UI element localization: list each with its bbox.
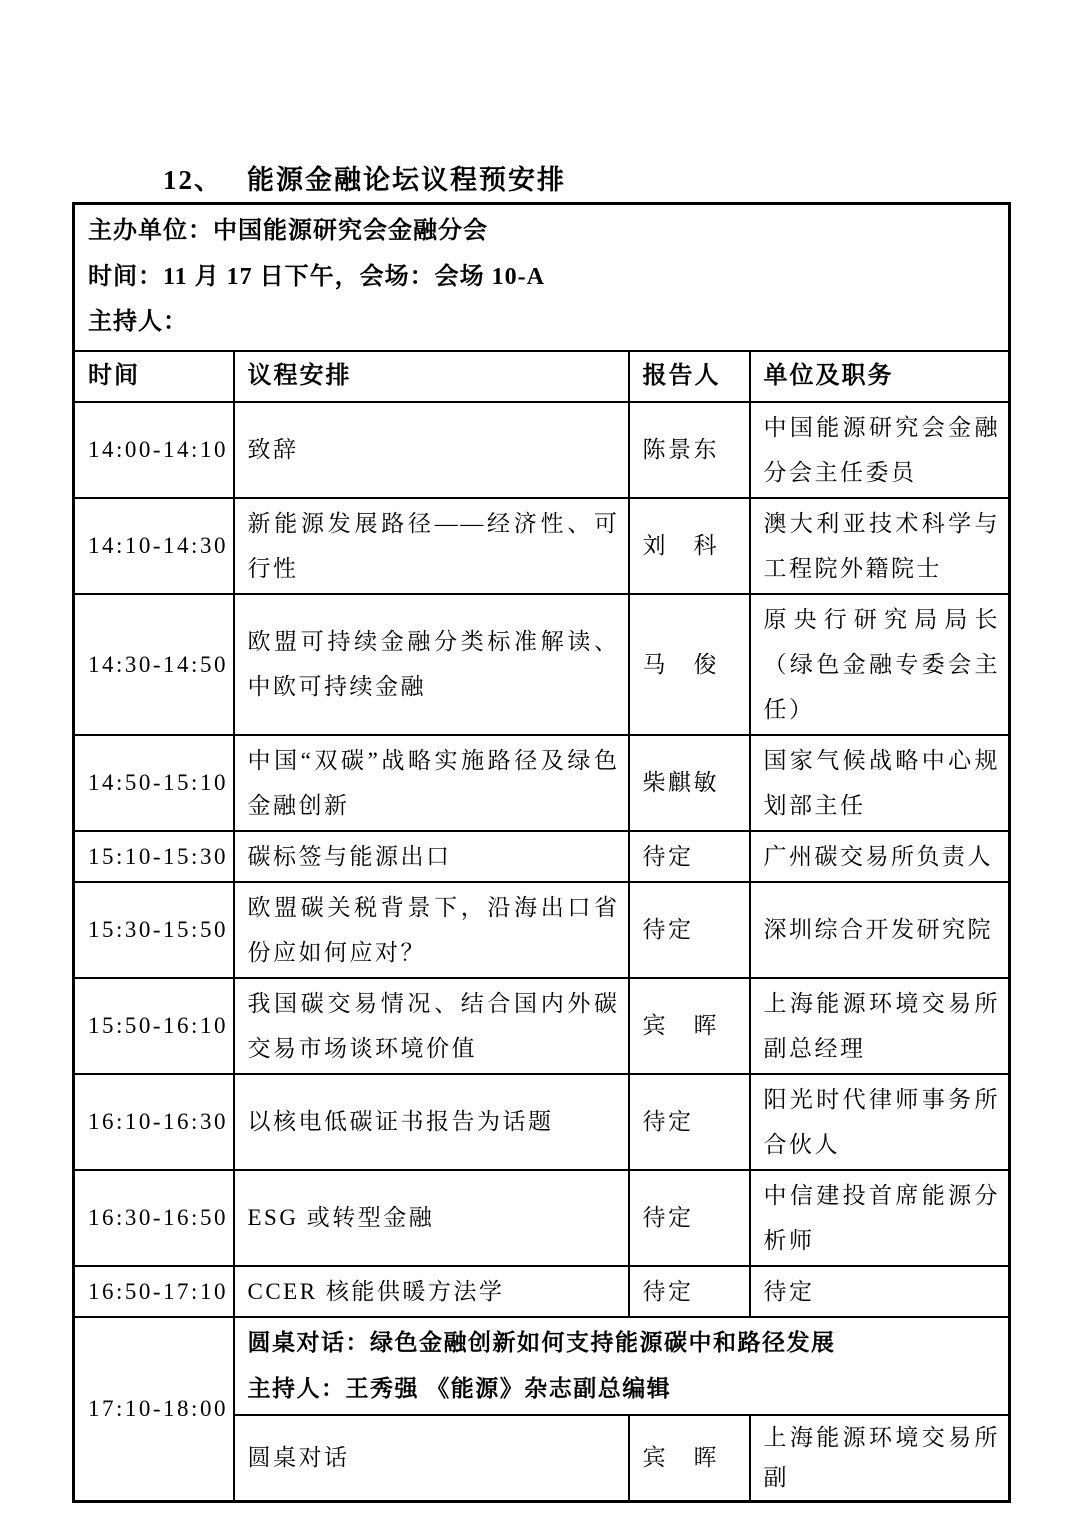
cell-agenda: 以核电低碳证书报告为话题 [234, 1074, 629, 1170]
roundtable-host: 主持人：王秀强 《能源》杂志副总编辑 [247, 1375, 672, 1401]
cell-org: 上海能源环境交易所副总经理 [750, 978, 1010, 1074]
header-org: 单位及职务 [750, 351, 1010, 402]
cell-org: 中国能源研究会金融分会主任委员 [750, 402, 1010, 498]
section-number: 12、 [163, 165, 223, 195]
time-venue-line: 时间：11 月 17 日下午，会场：会场 10-A [88, 263, 545, 290]
cell-agenda: 我国碳交易情况、结合国内外碳交易市场谈环境价值 [234, 978, 629, 1074]
cell-time: 14:50-15:10 [74, 735, 234, 831]
cell-speaker: 待定 [629, 1266, 750, 1317]
cell-speaker: 陈景东 [629, 402, 750, 498]
cell-speaker: 马 俊 [629, 594, 750, 735]
header-time: 时间 [74, 351, 234, 402]
cell-org: 待定 [750, 1266, 1010, 1317]
cell-agenda: CCER 核能供暖方法学 [234, 1266, 629, 1317]
cell-agenda: 欧盟碳关税背景下，沿海出口省份应如何应对？ [234, 882, 629, 978]
cell-time: 16:10-16:30 [74, 1074, 234, 1170]
cell-time: 14:00-14:10 [74, 402, 234, 498]
cell-org: 中信建投首席能源分析师 [750, 1170, 1010, 1266]
roundtable-panel [234, 1317, 1010, 1415]
cell-time: 17:10-18:00 [74, 1317, 234, 1502]
cell-speaker: 刘 科 [629, 498, 750, 594]
cell-speaker: 宾 晖 [629, 1415, 750, 1502]
roundtable-row [74, 1317, 1010, 1415]
table-row [74, 735, 1010, 831]
cell-speaker: 待定 [629, 1170, 750, 1266]
agenda-table [72, 202, 1011, 1503]
cell-org: 广州碳交易所负责人 [750, 831, 1010, 882]
table-row [74, 978, 1010, 1074]
meta-info-row [74, 204, 1010, 351]
roundtable-topic: 圆桌对话：绿色金融创新如何支持能源碳中和路径发展 [247, 1329, 836, 1355]
cell-speaker: 待定 [629, 831, 750, 882]
section-title: 能源金融论坛议程预安排 [247, 165, 566, 195]
cell-time: 15:50-16:10 [74, 978, 234, 1074]
table-row [74, 594, 1010, 735]
cell-speaker: 待定 [629, 1074, 750, 1170]
cell-agenda: 中国“双碳”战略实施路径及绿色金融创新 [234, 735, 629, 831]
cell-agenda: 致辞 [234, 402, 629, 498]
table-header-row [74, 351, 1010, 402]
cell-time: 15:10-15:30 [74, 831, 234, 882]
header-speaker: 报告人 [629, 351, 750, 402]
cell-time: 14:30-14:50 [74, 594, 234, 735]
table-row [74, 498, 1010, 594]
cell-time: 14:10-14:30 [74, 498, 234, 594]
page-title [163, 158, 566, 197]
cell-org: 原央行研究局局长（绿色金融专委会主任） [750, 594, 1010, 735]
table-row [74, 1266, 1010, 1317]
cell-speaker: 宾 晖 [629, 978, 750, 1074]
cell-org: 澳大利亚技术科学与工程院外籍院士 [750, 498, 1010, 594]
header-agenda: 议程安排 [234, 351, 629, 402]
cell-time: 16:50-17:10 [74, 1266, 234, 1317]
table-row [74, 882, 1010, 978]
host-line: 主持人： [88, 309, 188, 335]
cell-agenda: 圆桌对话 [234, 1415, 629, 1502]
cell-agenda: ESG 或转型金融 [234, 1170, 629, 1266]
cell-time: 15:30-15:50 [74, 882, 234, 978]
cell-org: 阳光时代律师事务所合伙人 [750, 1074, 1010, 1170]
cell-speaker: 柴麒敏 [629, 735, 750, 831]
cell-org: 深圳综合开发研究院 [750, 882, 1010, 978]
cell-time: 16:30-16:50 [74, 1170, 234, 1266]
cell-org: 国家气候战略中心规划部主任 [750, 735, 1010, 831]
cell-agenda: 欧盟可持续金融分类标准解读、中欧可持续金融 [234, 594, 629, 735]
table-row [74, 402, 1010, 498]
table-row [74, 1074, 1010, 1170]
cell-agenda: 碳标签与能源出口 [234, 831, 629, 882]
cell-org: 上海能源环境交易所副 [750, 1415, 1010, 1502]
table-row [74, 831, 1010, 882]
cell-agenda: 新能源发展路径——经济性、可行性 [234, 498, 629, 594]
cell-speaker: 待定 [629, 882, 750, 978]
table-row [74, 1170, 1010, 1266]
organizer-line: 主办单位：中国能源研究会金融分会 [88, 218, 488, 244]
meta-info-cell [74, 204, 1010, 351]
